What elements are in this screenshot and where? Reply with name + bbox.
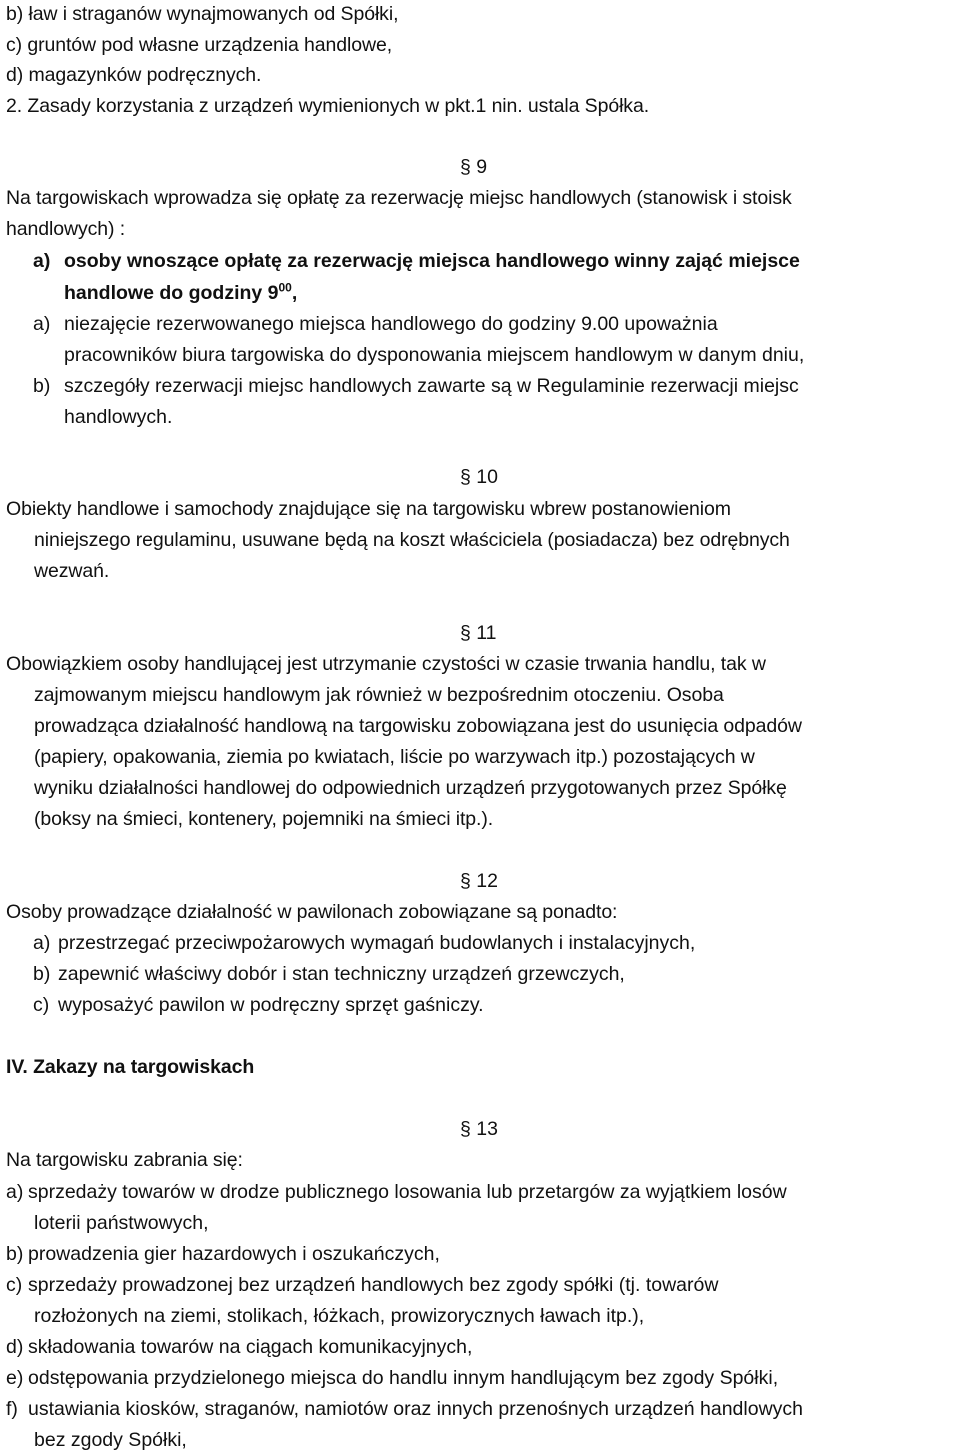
section-13-item-line2: loterii państwowych, <box>34 1212 209 1234</box>
section-12-item-text: zapewnić właściwy dobór i stan techniczny urządzeń grzewczych, <box>58 963 625 985</box>
intro-line-b: b) ław i straganów wynajmowanych od Spółki, <box>6 3 399 25</box>
section-13-item-marker: e) <box>6 1367 24 1389</box>
section-9-item-a-sup: 00 <box>278 280 292 295</box>
section-9-item-a-line1: osoby wnoszące opłatę za rezerwację miejsca handlowego winny zająć miejsce <box>64 250 800 272</box>
section-10-line: wezwań. <box>34 560 110 582</box>
section-9-item-b-line2: handlowych. <box>64 406 173 428</box>
section-11-heading: § 11 <box>460 622 497 644</box>
section-13-item-line2: bez zgody Spółki, <box>34 1429 187 1451</box>
intro-line-d: d) magazynków podręcznych. <box>6 64 262 86</box>
section-12-item-marker: c) <box>33 994 50 1016</box>
section-11-line: (papiery, opakowania, ziemia po kwiatach, liście po warzywach itp.) pozostających w <box>34 746 755 768</box>
section-13-item-line1: składowania towarów na ciągach komunikacyjnych, <box>28 1336 473 1358</box>
intro-line-2: 2. Zasady korzystania z urządzeń wymienionych w pkt.1 nin. ustala Spółka. <box>6 95 650 117</box>
section-11-line: (boksy na śmieci, kontenery, pojemniki na śmieci itp.). <box>34 808 494 830</box>
section-9-heading: § 9 <box>460 156 488 178</box>
section-13-item-line1: prowadzenia gier hazardowych i oszukańczych, <box>28 1243 440 1265</box>
section-13-item-line1: ustawiania kiosków, straganów, namiotów oraz innych przenośnych urządzeń handlowych <box>28 1398 804 1420</box>
section-13-item-marker: d) <box>6 1336 24 1358</box>
section-13-item-line1: sprzedaży prowadzonej bez urządzeń handlowych bez zgody spółki (tj. towarów <box>28 1274 719 1296</box>
section-13-intro: Na targowisku zabrania się: <box>6 1149 243 1171</box>
section-9-item-b-line1: szczegóły rezerwacji miejsc handlowych zawarte są w Regulaminie rezerwacji miejsc <box>64 375 799 397</box>
section-11-line: zajmowanym miejscu handlowym jak również w bezpośrednim otoczeniu. Osoba <box>34 684 724 706</box>
section-9-item-a2-line2: pracowników biura targowiska do dysponowania miejscem handlowym w danym dniu, <box>64 344 805 366</box>
section-9-item-b-marker: b) <box>33 375 51 397</box>
section-9-intro-cont: handlowych) : <box>6 218 126 240</box>
section-9-item-a-tail: , <box>291 282 298 304</box>
section-9-item-a2-marker: a) <box>33 313 51 335</box>
section-12-heading: § 12 <box>460 870 498 892</box>
section-12-intro: Osoby prowadzące działalność w pawilonach zobowiązane są ponadto: <box>6 901 618 923</box>
section-13-item-line1: sprzedaży towarów w drodze publicznego losowania lub przetargów za wyjątkiem losów <box>28 1181 787 1203</box>
section-9-item-a-marker: a) <box>33 250 51 272</box>
section-13-item-line1: odstępowania przydzielonego miejsca do handlu innym handlującym bez zgody Spółki, <box>28 1367 779 1389</box>
chapter-title: IV. Zakazy na targowiskach <box>6 1056 255 1078</box>
section-13-item-marker: a) <box>6 1181 24 1203</box>
section-10-line: Obiekty handlowe i samochody znajdujące się na targowisku wbrew postanowieniom <box>6 498 731 520</box>
section-12-item-text: przestrzegać przeciwpożarowych wymagań budowlanych i instalacyjnych, <box>58 932 696 954</box>
section-10-line: niniejszego regulaminu, usuwane będą na koszt właściciela (posiadacza) bez odrębnych <box>34 529 790 551</box>
section-9-intro: Na targowiskach wprowadza się opłatę za rezerwację miejsc handlowych (stanowisk i stoisk <box>6 187 792 209</box>
section-12-item-marker: a) <box>33 932 51 954</box>
section-11-line: Obowiązkiem osoby handlującej jest utrzymanie czystości w czasie trwania handlu, tak w <box>6 653 766 675</box>
section-13-item-marker: b) <box>6 1243 24 1265</box>
section-13-item-marker: f) <box>6 1398 18 1420</box>
section-9-item-a-text: handlowe do godziny 9 <box>64 282 279 304</box>
section-11-line: wyniku działalności handlowej do odpowiednich urządzeń przygotowanych przez Spółkę <box>34 777 787 799</box>
section-13-heading: § 13 <box>460 1118 498 1140</box>
section-11-line: prowadząca działalność handlową na targowisku zobowiązana jest do usunięcia odpadów <box>34 715 802 737</box>
section-10-heading: § 10 <box>460 466 498 488</box>
section-9-item-a-line2 <box>64 281 297 305</box>
section-12-item-text: wyposażyć pawilon w podręczny sprzęt gaśniczy. <box>58 994 484 1016</box>
section-13-item-marker: c) <box>6 1274 23 1296</box>
intro-line-c: c) gruntów pod własne urządzenia handlowe, <box>6 34 393 56</box>
section-12-item-marker: b) <box>33 963 51 985</box>
section-9-item-a2-line1: niezajęcie rezerwowanego miejsca handlowego do godziny 9.00 upoważnia <box>64 313 718 335</box>
section-13-item-line2: rozłożonych na ziemi, stolikach, łóżkach, prowizorycznych ławach itp.), <box>34 1305 645 1327</box>
